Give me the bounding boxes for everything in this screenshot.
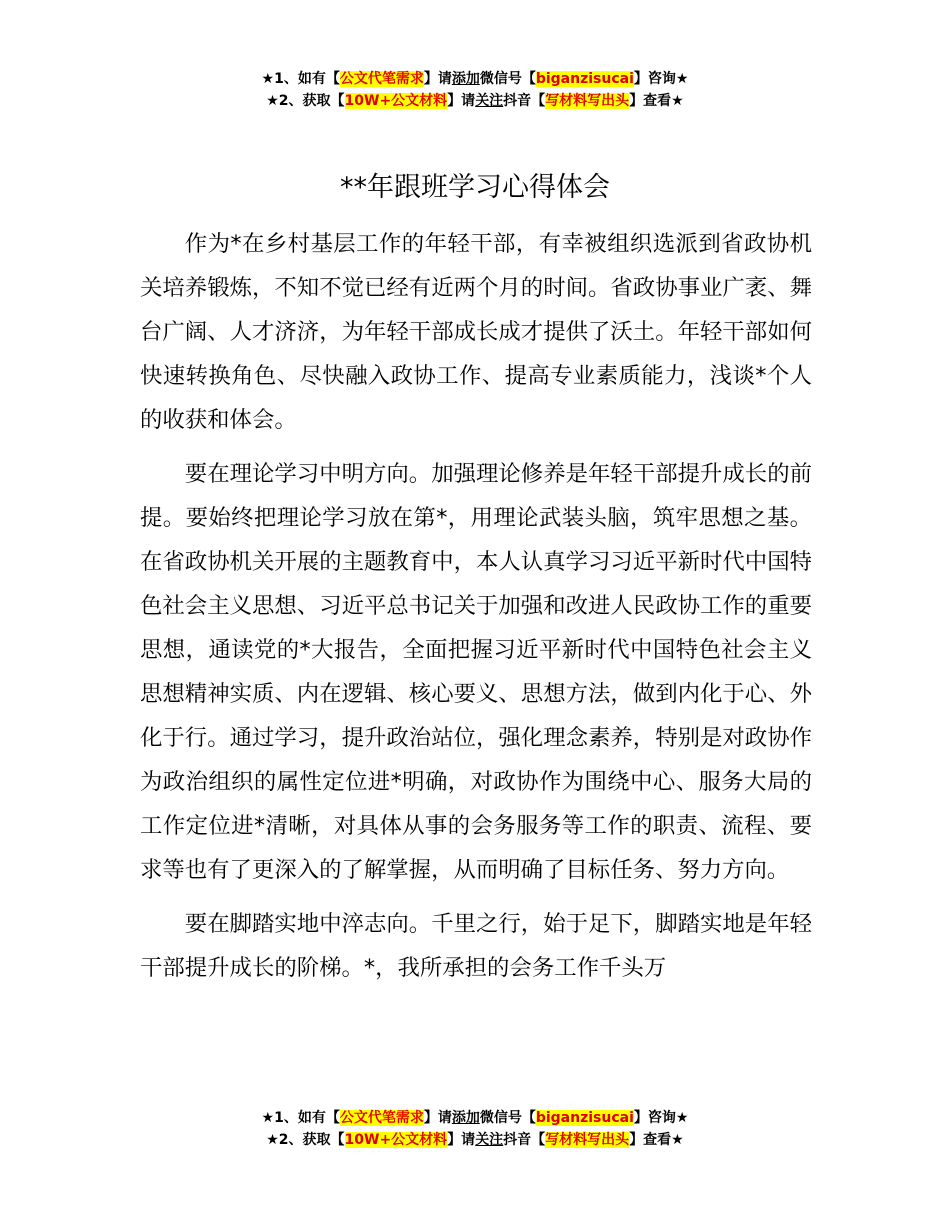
paragraph: 作为*在乡村基层工作的年轻干部，有幸被组织选派到省政协机关培养锻炼，不知不觉已经有近两个月的时间。省政协事业广袤、舞台广阔、人才济济，为年轻干部成长成才提供了沃土。年轻干部如何快速转换角色、尽快融入政协工作、提高专业素质能力，浅谈*个人的收获和体会。 [140,231,812,433]
banner-text: 】咨询★ [633,71,689,87]
banner-text: 】请 [423,1110,452,1126]
banner-line-1 [0,1107,950,1129]
banner-text: 】请 [447,93,476,109]
highlight-materials: 10W+公文材料 [344,93,448,109]
highlight-douyin-id: 写材料写出头 [545,1132,630,1148]
highlight-service: 公文代笔需求 [339,71,424,87]
banner-text: 微信号【 [479,1110,536,1126]
banner-text: ★1、如有【 [261,1110,340,1126]
banner-text: 】请 [423,71,452,87]
banner-text: ★2、获取【 [266,93,345,109]
document-body [140,222,812,1000]
banner-text: ★1、如有【 [261,71,340,87]
highlight-douyin-id: 写材料写出头 [545,93,630,109]
paragraph: 要在理论学习中明方向。加强理论修养是年轻干部提升成长的前提。要始终把理论学习放在第*，用理论武装头脑，筑牢思想之基。在省政协机关开展的主题教育中，本人认真学习习近平新时代中国特色社会主义思想、习近平总书记关于加强和改进人民政协工作的重要思想，通读党的*大报告，全面把握习近平新时代中国特色社会主义思想精神实质、内在逻辑、核心要义、思想方法，做到内化于心、外化于行。通过学习，提升政治站位，强化理念素养，特别是对政协作为政治组织的属性定位进*明确，对政协作为围绕中心、服务大局的工作定位进*清晰，对具体从事的会务服务等工作的职责、流程、要求等也有了更深入的了解掌握，从而明确了目标任务、努力方向。 [140,461,812,883]
banner-text: ★2、获取【 [266,1132,345,1148]
banner-text: 抖音【 [503,1132,546,1148]
underlined-text: 关注 [475,93,504,109]
footer-banner [0,1107,950,1151]
banner-text: 抖音【 [503,93,546,109]
highlight-wechat-id: biganzisucai [535,71,634,87]
banner-text: 】查看★ [629,93,684,109]
banner-line-2 [0,90,950,112]
banner-text: 】请 [447,1132,476,1148]
banner-text: 微信号【 [479,71,536,87]
banner-line-2 [0,1129,950,1151]
highlight-wechat-id: biganzisucai [535,1110,634,1126]
highlight-service: 公文代笔需求 [339,1110,424,1126]
paragraph: 要在脚踏实地中淬志向。千里之行，始于足下，脚踏实地是年轻干部提升成长的阶梯。*，我所承担的会务工作千头万 [140,911,812,981]
underlined-text: 添加 [451,71,480,87]
banner-text: 】咨询★ [633,1110,689,1126]
underlined-text: 关注 [475,1132,504,1148]
banner-line-1 [0,68,950,90]
banner-text: 】查看★ [629,1132,684,1148]
underlined-text: 添加 [451,1110,480,1126]
header-banner [0,68,950,112]
document-title: **年跟班学习心得体会 [340,172,610,203]
highlight-materials: 10W+公文材料 [344,1132,448,1148]
